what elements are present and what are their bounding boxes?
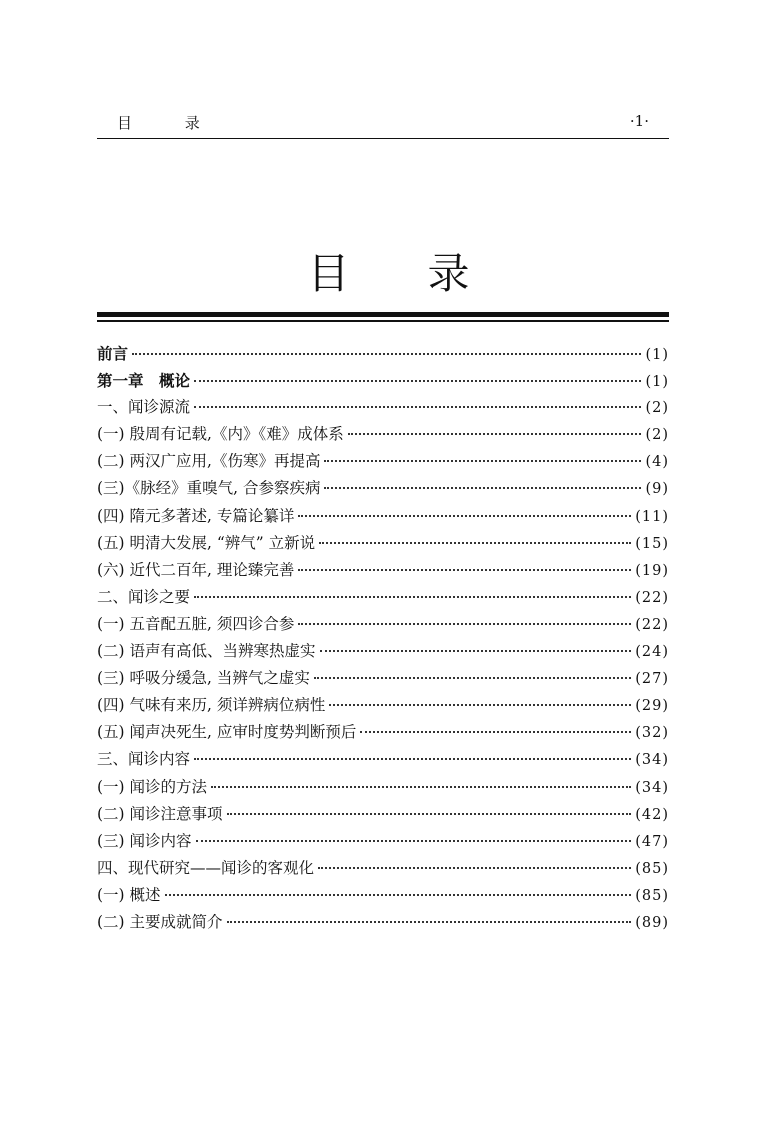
toc-entry <box>97 909 669 936</box>
toc-entry <box>97 421 669 448</box>
toc-entry <box>97 448 669 475</box>
toc-dot-leader <box>314 677 631 679</box>
toc-entry <box>97 394 669 421</box>
toc-entry-page: (2) <box>645 427 669 444</box>
toc-entry <box>97 611 669 638</box>
toc-dot-leader <box>194 406 641 408</box>
toc-entry-page: (2) <box>645 400 669 417</box>
toc-entry <box>97 801 669 828</box>
toc-entry-title: (五) 闻声决死生, 应审时度势判断预后 <box>97 723 357 742</box>
toc-entry-title: 第一章 概论 <box>97 371 191 391</box>
toc-entry <box>97 530 669 557</box>
toc-entry <box>97 557 669 584</box>
toc-entry-title: 二、闻诊之要 <box>97 587 191 606</box>
toc-entry <box>97 828 669 855</box>
toc-entry-page: (4) <box>645 454 669 471</box>
toc-entry <box>97 882 669 909</box>
toc-dot-leader <box>329 704 631 706</box>
toc-entry-title: 一、闻诊源流 <box>97 398 191 417</box>
toc-dot-leader <box>320 650 632 652</box>
toc-entry <box>97 855 669 882</box>
toc-dot-leader <box>227 813 632 815</box>
toc-entry <box>97 638 669 665</box>
toc-entry-title: (三) 闻诊内容 <box>97 831 192 850</box>
toc-entry <box>97 665 669 692</box>
toc-dot-leader <box>298 623 631 625</box>
toc-entry <box>97 340 669 367</box>
toc-entry-title: 前言 <box>97 344 129 363</box>
toc-dot-leader <box>360 731 631 733</box>
toc-dot-leader <box>132 353 641 355</box>
toc-entry-page: (24) <box>635 644 669 661</box>
toc-entry-title: (二) 闻诊注意事项 <box>97 804 223 823</box>
toc-entry-title: (二) 主要成就简介 <box>97 912 223 931</box>
toc-entry-page: (22) <box>635 616 669 633</box>
title-rule-thin <box>97 320 669 322</box>
toc-entry-title: 三、闻诊内容 <box>97 750 191 769</box>
toc-dot-leader <box>318 867 631 869</box>
toc-entry-page: (11) <box>635 508 669 525</box>
toc-entry <box>97 692 669 719</box>
toc-dot-leader <box>196 840 632 842</box>
toc-dot-leader <box>319 542 631 544</box>
toc-entry-page: (1) <box>645 374 669 391</box>
toc-entry <box>97 367 669 394</box>
toc-entry-title: (一) 殷周有记载,《内》《难》成体系 <box>97 425 344 444</box>
toc-entry-page: (85) <box>635 887 669 904</box>
toc-entry-title: (二) 语声有高低、当辨寒热虚实 <box>97 642 316 661</box>
toc-dot-leader <box>324 487 641 489</box>
toc-dot-leader <box>298 569 631 571</box>
toc-entry-title: (二) 两汉广应用,《伤寒》再提高 <box>97 452 321 471</box>
toc-entry-title: (三)《脉经》重嗅气, 合参察疾病 <box>97 479 321 498</box>
running-header <box>97 108 669 139</box>
running-header-title: 目 录 <box>117 114 224 132</box>
toc-dot-leader <box>211 786 631 788</box>
toc-entry-page: (9) <box>645 481 669 498</box>
toc-entry-title: (一) 五音配五脏, 须四诊合参 <box>97 614 295 633</box>
toc-entry-title: (一) 闻诊的方法 <box>97 777 208 796</box>
toc-entry <box>97 746 669 773</box>
toc-dot-leader <box>298 515 631 517</box>
toc-entry-page: (34) <box>635 779 669 796</box>
toc-entry-title: (六) 近代二百年, 理论臻完善 <box>97 560 295 579</box>
toc-entry-page: (42) <box>635 806 669 823</box>
table-of-contents <box>97 340 669 936</box>
toc-entry-page: (19) <box>635 562 669 579</box>
toc-entry-page: (22) <box>635 589 669 606</box>
toc-entry-page: (47) <box>635 833 669 850</box>
toc-entry-page: (85) <box>635 860 669 877</box>
toc-entry-page: (1) <box>645 347 669 363</box>
toc-entry-page: (29) <box>635 698 669 715</box>
toc-entry-page: (34) <box>635 752 669 769</box>
toc-entry-page: (15) <box>635 535 669 552</box>
page-title: 目录 <box>307 249 548 298</box>
toc-dot-leader <box>194 758 631 760</box>
toc-entry <box>97 475 669 502</box>
toc-entry-title: (一) 概述 <box>97 885 161 904</box>
toc-entry-title: (五) 明清大发展, “辨气” 立新说 <box>97 533 316 552</box>
toc-entry <box>97 719 669 746</box>
toc-entry-page: (32) <box>635 725 669 742</box>
toc-dot-leader <box>348 433 642 435</box>
toc-entry-title: (四) 气味有来历, 须详辨病位病性 <box>97 696 326 715</box>
title-rule-thick <box>97 312 669 317</box>
toc-entry <box>97 774 669 801</box>
toc-dot-leader <box>227 921 632 923</box>
toc-entry-page: (27) <box>635 671 669 688</box>
page-number: ·1· <box>629 112 649 130</box>
toc-entry-page: (89) <box>635 914 669 931</box>
toc-entry <box>97 503 669 530</box>
toc-entry-title: (四) 隋元多著述, 专篇论纂详 <box>97 506 295 525</box>
toc-dot-leader <box>324 460 641 462</box>
toc-dot-leader <box>165 894 632 896</box>
toc-entry <box>97 584 669 611</box>
toc-entry-title: 四、现代研究——闻诊的客观化 <box>97 858 315 877</box>
toc-entry-title: (三) 呼吸分缓急, 当辨气之虚实 <box>97 669 310 688</box>
toc-dot-leader <box>194 596 631 598</box>
toc-dot-leader <box>194 380 641 382</box>
